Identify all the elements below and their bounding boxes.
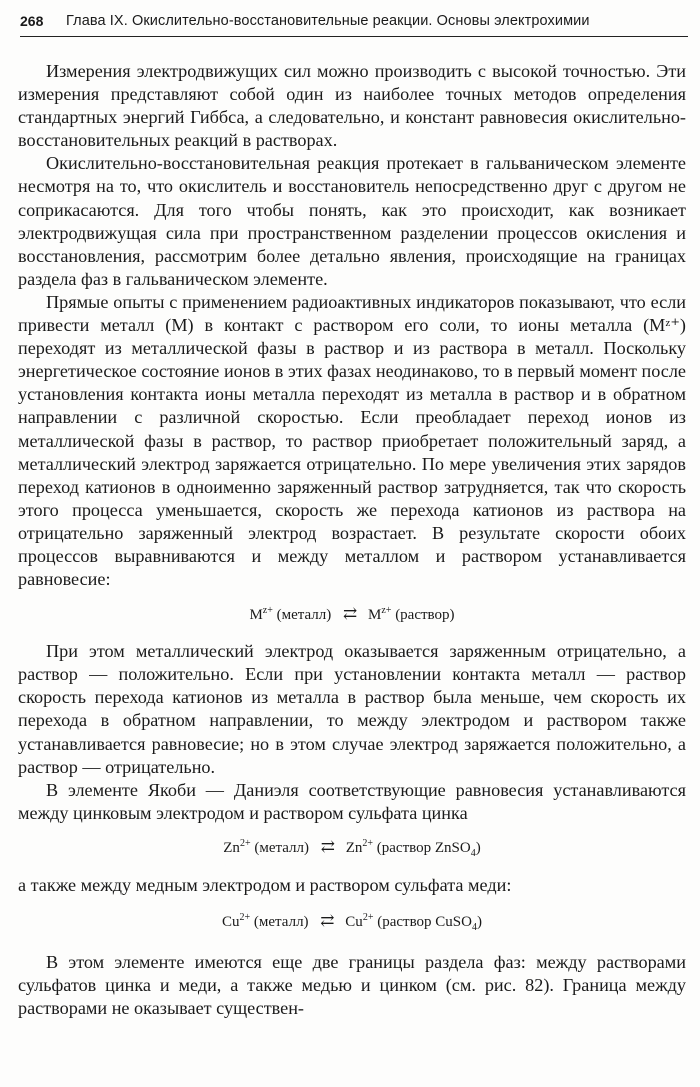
eq1-right-phase: (раствор) — [395, 607, 455, 624]
paragraph-6: а также между медным электродом и раствором сульфата меди: — [18, 874, 512, 895]
paragraph-4: При этом металлический электрод оказывается заряженным отрицательно, а раствор — положительно. Если при установлении контакта металл — раствор скорость перехода катионов из металла в раствор была меньше, чем скорость их перехода в обратном направлении, то между электродом и раствором также устанавливается равновесие; но в этом случае электрод заряжается положительно, а раствор — отрицательно. — [18, 641, 686, 777]
eq3-left-species: Cu — [222, 914, 240, 930]
equation-zinc — [18, 833, 686, 865]
eq3-right-charge: 2+ — [362, 912, 374, 923]
eq3-right-phase-suffix: ) — [476, 914, 482, 930]
eq2-left-species: Zn — [223, 839, 240, 856]
eq2-right-phase-prefix: (раствор ZnSO — [376, 839, 471, 856]
equation-copper — [18, 907, 686, 939]
paragraph-3: Прямые опыты с применением радиоактивных индикаторов показывают, что если привести металл (M) в контакт с раствором его соли, то ионы металла (Mᶻ⁺) переходят из металлической фазы в раствор и из раствора в металл. Поскольку энергетическое состояние ионов в этих фазах неодинаково, то в первый момент после установления контакта ионы металла переходят из металла в раствор и в обратном направлении с различной скоростью. Если преобладает переход ионов из металлической фазы в раствор, то раствор приобретает положительный заряд, а металлический электрод заряжается отрицательно. По мере увеличения этих зарядов переход катионов в одноименно заряженный раствор затрудняется, так что скорость этого процесса уменьшается, скорость же перехода катионов из раствора на отрицательно заряженный электрод возрастает. В результате скорости обоих процессов выравниваются и между металлом и раствором устанавливается равновесие: — [18, 291, 686, 590]
running-head: Глава IX. Окислительно-восстановительные реакции. Основы электрохимии — [66, 13, 590, 29]
eq2-right-species: Zn — [345, 839, 363, 856]
eq2-right-phase-suffix: ) — [475, 839, 481, 856]
eq3-right-species: Cu — [345, 914, 363, 930]
eq2-left-charge: 2+ — [239, 837, 251, 849]
equilibrium-arrow-icon: ⇄ — [320, 836, 334, 856]
page-number: 268 — [20, 13, 44, 29]
eq3-right-phase-sub: 4 — [471, 922, 477, 933]
paragraph-2: Окислительно-восстановительная реакция протекает в гальваническом элементе несмотря на то, что окислитель и восстановитель непосредственно друг с другом не соприкасаются. Для того чтобы понять, как это происходит, как возникает электродвижущая сила при пространственном разделении процессов окисления и восстановления, рассмотрим более детально явления, происходящие на границах раздела фаз в гальваническом элементе. — [18, 153, 686, 289]
paragraph-5: В элементе Якоби — Даниэля соответствующие равновесия устанавливаются между цинковым электродом и раствором сульфата цинка — [18, 779, 686, 823]
equilibrium-arrow-icon: ⇄ — [320, 911, 334, 930]
page-header — [20, 10, 688, 37]
eq2-right-charge: 2+ — [362, 837, 374, 849]
eq3-left-phase: (металл) — [253, 914, 309, 930]
eq1-left-charge: z+ — [262, 605, 273, 617]
eq2-right-phase-sub: 4 — [470, 847, 476, 859]
eq1-right-charge: z+ — [381, 605, 392, 617]
equilibrium-arrow-icon: ⇄ — [343, 604, 357, 624]
body-text — [18, 60, 686, 1020]
eq1-left-species: M — [249, 607, 263, 624]
equation-metal-solution — [18, 600, 686, 626]
eq3-left-charge: 2+ — [239, 912, 251, 923]
paragraph-7: В этом элементе имеются еще две границы раздела фаз: между растворами сульфатов цинка и меди, а также медью и цинком (см. рис. 82). Граница между растворами не оказывает существен- — [18, 952, 686, 1019]
eq2-left-phase: (металл) — [254, 839, 309, 856]
eq1-left-phase: (металл) — [276, 607, 332, 624]
paragraph-1: Измерения электродвижущих сил можно производить с высокой точностью. Эти измерения представляют собой один из наиболее точных методов определения стандартных энергий Гиббса, а следовательно, и констант равновесия окислительно-восстановительных реакций в растворах. — [18, 61, 686, 151]
eq1-right-species: M — [368, 607, 382, 624]
eq3-right-phase-prefix: (раствор CuSO — [377, 914, 472, 930]
